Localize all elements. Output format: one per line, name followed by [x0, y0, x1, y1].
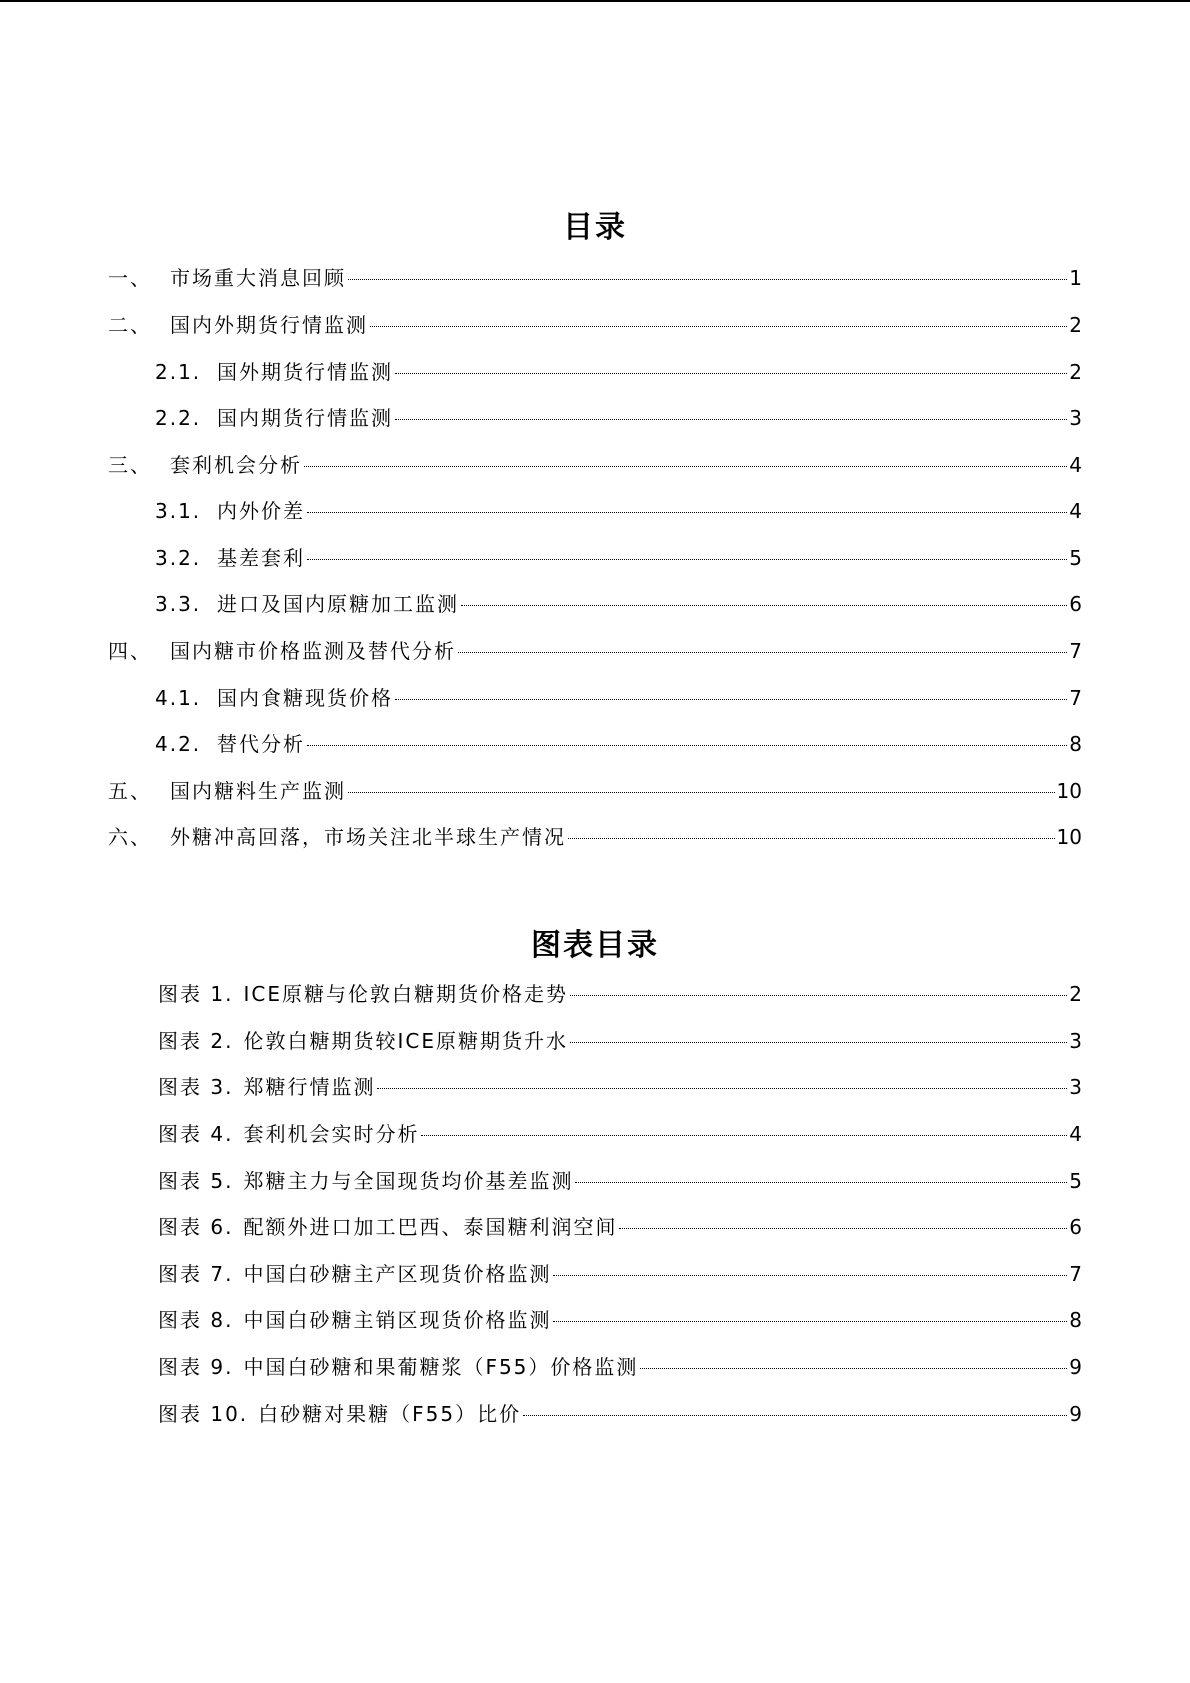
dot-leader: [348, 279, 1067, 280]
toc-entry-number: 三、: [108, 453, 152, 477]
dot-leader: [377, 1088, 1067, 1089]
figure-entry[interactable]: [158, 1120, 1082, 1148]
dot-leader: [307, 745, 1067, 746]
figure-list-title: 图表目录: [531, 928, 659, 963]
toc-entry-page: 4: [1069, 499, 1082, 523]
figure-entry-page: 9: [1069, 1355, 1082, 1379]
figure-entry-page: 6: [1069, 1215, 1082, 1239]
figure-entry-page: 7: [1069, 1262, 1082, 1286]
dot-leader: [570, 995, 1067, 996]
toc-entry-title: 国内期货行情监测: [217, 406, 393, 430]
toc-entry-number: 3.2.: [155, 546, 202, 570]
dot-leader: [523, 1415, 1067, 1416]
figure-entry[interactable]: [158, 1260, 1082, 1288]
toc-entry-title: 替代分析: [217, 732, 305, 756]
toc-entry[interactable]: [108, 823, 1082, 851]
toc-entry[interactable]: [108, 637, 1082, 665]
dot-leader: [619, 1228, 1067, 1229]
figure-entry-number: 图表 4.: [158, 1122, 234, 1146]
toc-entry-title: 基差套利: [217, 546, 305, 570]
figure-entry-title: 中国白砂糖和果葡糖浆（F55）价格监测: [243, 1355, 639, 1379]
toc-entry-number: 3.3.: [155, 592, 202, 616]
figure-entry-title: 郑糖行情监测: [243, 1075, 376, 1099]
toc-entry-number: 六、: [108, 825, 152, 849]
toc-entry-number: 五、: [108, 779, 152, 803]
figure-entry-page: 9: [1069, 1402, 1082, 1426]
figure-entry[interactable]: [158, 1027, 1082, 1055]
toc-entry-page: 8: [1069, 732, 1082, 756]
figure-entry-number: 图表 5.: [158, 1169, 234, 1193]
toc-entry[interactable]: [155, 684, 1082, 712]
page-top-border: [0, 0, 1190, 2]
figure-entry[interactable]: [158, 1073, 1082, 1101]
figure-entry-number: 图表 6.: [158, 1215, 234, 1239]
dot-leader: [348, 792, 1055, 793]
figure-entry[interactable]: [158, 980, 1082, 1008]
toc-entry-title: 内外价差: [217, 499, 305, 523]
toc-entry[interactable]: [108, 311, 1082, 339]
toc-entry-number: 2.2.: [155, 406, 202, 430]
dot-leader: [461, 605, 1067, 606]
toc-entry-page: 10: [1056, 779, 1082, 803]
figure-entry-title: 中国白砂糖主产区现货价格监测: [243, 1262, 552, 1286]
dot-leader: [421, 1135, 1067, 1136]
toc-entry-title: 市场重大消息回顾: [170, 266, 346, 290]
toc-title: 目录: [563, 210, 627, 245]
toc-entry-page: 4: [1069, 453, 1082, 477]
toc-entry-page: 7: [1069, 686, 1082, 710]
toc-entry-number: 二、: [108, 313, 152, 337]
toc-entry-number: 4.2.: [155, 732, 202, 756]
toc-entry-number: 2.1.: [155, 360, 202, 384]
toc-entry-title: 国内糖料生产监测: [170, 779, 346, 803]
toc-entry-page: 2: [1069, 360, 1082, 384]
dot-leader: [640, 1368, 1067, 1369]
toc-entry-title: 套利机会分析: [170, 453, 302, 477]
figure-entry-page: 3: [1069, 1029, 1082, 1053]
toc-entry[interactable]: [155, 730, 1082, 758]
figure-entry[interactable]: [158, 1306, 1082, 1334]
dot-leader: [370, 326, 1067, 327]
toc-entry-title: 进口及国内原糖加工监测: [217, 592, 459, 616]
figure-entry-page: 4: [1069, 1122, 1082, 1146]
toc-entry[interactable]: [108, 451, 1082, 479]
toc-entry[interactable]: [155, 544, 1082, 572]
dot-leader: [304, 466, 1067, 467]
toc-entry-page: 2: [1069, 313, 1082, 337]
dot-leader: [553, 1275, 1067, 1276]
toc-entry-page: 7: [1069, 639, 1082, 663]
dot-leader: [553, 1321, 1067, 1322]
toc-entry-title: 国内食糖现货价格: [217, 686, 393, 710]
toc-entry-number: 4.1.: [155, 686, 202, 710]
figure-entry[interactable]: [158, 1167, 1082, 1195]
figure-entry-title: 白砂糖对果糖（F55）比价: [258, 1402, 522, 1426]
dot-leader: [395, 699, 1067, 700]
figure-entry-title: 中国白砂糖主销区现货价格监测: [243, 1308, 552, 1332]
figure-entry-number: 图表 9.: [158, 1355, 234, 1379]
figure-entry-page: 3: [1069, 1075, 1082, 1099]
figure-entry-page: 8: [1069, 1308, 1082, 1332]
toc-entry-title: 国外期货行情监测: [217, 360, 393, 384]
figure-entry-number: 图表 1.: [158, 982, 234, 1006]
figure-entry-title: 套利机会实时分析: [243, 1122, 420, 1146]
figure-entry[interactable]: [158, 1400, 1082, 1428]
toc-entry-page: 1: [1069, 266, 1082, 290]
toc-entry[interactable]: [155, 590, 1082, 618]
figure-entry-page: 2: [1069, 982, 1082, 1006]
toc-entry-title: 外糖冲高回落，市场关注北半球生产情况: [170, 825, 566, 849]
figure-entry-title: ICE原糖与伦敦白糖期货价格走势: [243, 982, 568, 1006]
dot-leader: [570, 1042, 1067, 1043]
toc-entry[interactable]: [108, 777, 1082, 805]
figure-entry-title: 伦敦白糖期货较ICE原糖期货升水: [243, 1029, 568, 1053]
dot-leader: [568, 838, 1055, 839]
dot-leader: [395, 419, 1067, 420]
dot-leader: [575, 1182, 1067, 1183]
figure-entry-title: 配额外进口加工巴西、泰国糖利润空间: [243, 1215, 618, 1239]
toc-entry[interactable]: [155, 358, 1082, 386]
dot-leader: [395, 373, 1067, 374]
figure-entry-title: 郑糖主力与全国现货均价基差监测: [243, 1169, 574, 1193]
figure-entry[interactable]: [158, 1353, 1082, 1381]
toc-entry-number: 一、: [108, 266, 152, 290]
dot-leader: [307, 559, 1067, 560]
toc-entry[interactable]: [155, 497, 1082, 525]
dot-leader: [307, 512, 1067, 513]
toc-entry-number: 3.1.: [155, 499, 202, 523]
toc-entry[interactable]: [155, 404, 1082, 432]
figure-entry-number: 图表 2.: [158, 1029, 234, 1053]
figure-entry-page: 5: [1069, 1169, 1082, 1193]
dot-leader: [458, 652, 1067, 653]
toc-entry-page: 3: [1069, 406, 1082, 430]
toc-entry-page: 5: [1069, 546, 1082, 570]
toc-entry-title: 国内糖市价格监测及替代分析: [170, 639, 456, 663]
toc-entry-page: 6: [1069, 592, 1082, 616]
toc-entry-title: 国内外期货行情监测: [170, 313, 368, 337]
toc-entry-number: 四、: [108, 639, 152, 663]
toc-entry-page: 10: [1056, 825, 1082, 849]
figure-entry-number: 图表 10.: [158, 1402, 249, 1426]
figure-entry-number: 图表 7.: [158, 1262, 234, 1286]
figure-entry-number: 图表 8.: [158, 1308, 234, 1332]
figure-entry[interactable]: [158, 1213, 1082, 1241]
figure-entry-number: 图表 3.: [158, 1075, 234, 1099]
toc-entry[interactable]: [108, 264, 1082, 292]
